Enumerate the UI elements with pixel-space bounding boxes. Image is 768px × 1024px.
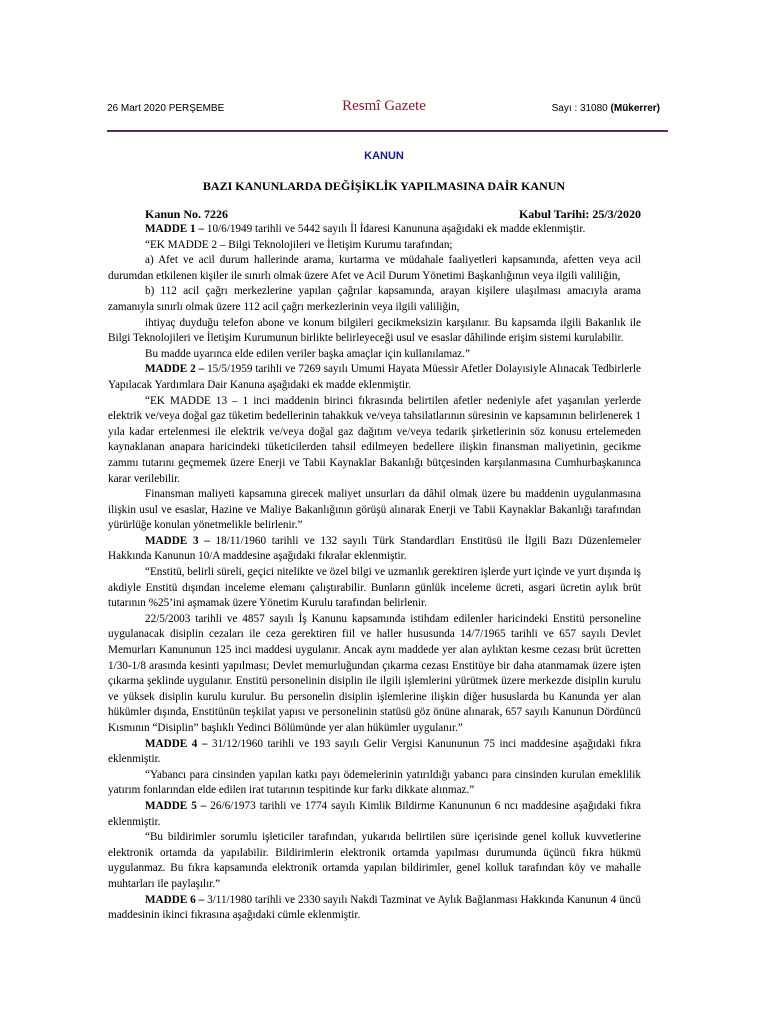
header-divider: [107, 130, 668, 132]
paragraph-text: 10/6/1949 tarihli ve 5442 sayılı İl İdaresi Kanununa aşağıdaki ek madde eklenmiştir.: [204, 223, 586, 235]
paragraph: [108, 238, 641, 254]
paragraph: [108, 487, 641, 534]
paragraph: [108, 799, 641, 830]
article-label: MADDE 3 –: [145, 534, 210, 547]
paragraph: [108, 768, 641, 799]
article-label: MADDE 2 –: [145, 363, 205, 376]
paragraph-text: “Bu bildirimler sorumlu işleticiler tarafından, yukarıda belirtilen süre içerisinde genel kolluk kuvvetlerine elektronik ortamda da yapılabilir. Bildirimlerin elektronik ortamda yapılması durumunda üçüncü fıkra hükmü uygulanmaz. Bu fıkra kapsamında elektronik ortamda yapılan bildirimler, genel kolluk tarafından köy ve mahalle muhtarları ile paylaşılır.”: [108, 831, 641, 890]
paragraph-text: “EK MADDE 2 – Bilgi Teknolojileri ve İletişim Kurumu tarafından;: [145, 238, 453, 251]
paragraph-text: a) Afet ve acil durum hallerinde arama, kurtarma ve müdahale faaliyetleri kapsamında, afetten veya acil durumdan etkilenen kişiler ile sınırlı olmak üzere Afet ve Acil Durum Yönetimi Başkanlığının veya ilgili valiliğin,: [108, 254, 641, 282]
law-body: [108, 222, 641, 924]
paragraph: [108, 893, 641, 924]
article-label: MADDE 6 –: [145, 893, 205, 906]
issue-date: 26 Mart 2020 PERŞEMBE: [107, 103, 225, 114]
law-number: Kanun No. 7226: [145, 207, 229, 221]
paragraph-text: b) 112 acil çağrı merkezlerine yapılan çağrılar kapsamında, arayan kişilere ulaşılması amacıyla arama zamanıyla sınırlı olmak üzere 112 acil çağrı merkezlerinin veya ilgili valiliğin,: [108, 285, 641, 313]
paragraph-text: 26/6/1973 tarihli ve 1774 sayılı Kimlik Bildirme Kanununun 6 ncı maddesine aşağıdaki fıkra eklenmiştir.: [108, 799, 641, 828]
law-title: BAZI KANUNLARDA DEĞİŞİKLİK YAPILMASINA DAİR KANUN: [202, 179, 566, 193]
paragraph-text: Finansman maliyeti kapsamına girecek maliyet unsurları da dâhil olmak üzere bu maddenin uygulanmasına ilişkin usul ve esaslar, Hazine ve Maliye Bakanlığının görüşü alınarak Enerji ve Tabii Kaynaklar Bakanlığı tarafından yürürlüğe konulan yönetmelikle belirlenir.”: [108, 488, 641, 532]
paragraph-text: 31/12/1960 tarihli ve 193 sayılı Gelir Vergisi Kanununun 75 inci maddesine aşağıdaki fıkra eklenmiştir.: [108, 737, 641, 766]
paragraph-text: Bu madde uyarınca elde edilen veriler başka amaçlar için kullanılamaz.”: [145, 347, 470, 360]
paragraph-text: ihtiyaç duyduğu telefon abone ve konum bilgileri gecikmeksizin karşılanır. Bu kapsamda ilgili Bakanlık ile Bilgi Teknolojileri ve İletişim Kurumunun birlikte belirleyeceği usul ve esaslar dâhilinde erişim sistemi kurulabilir.: [108, 316, 641, 345]
issue-number-label: Sayı : 31080: [551, 103, 608, 114]
issue-number-extra: (Mükerrer): [610, 103, 660, 114]
paragraph: [108, 316, 641, 347]
article-label: MADDE 1 –: [145, 223, 205, 235]
paragraph: [108, 394, 641, 488]
issue-number: [552, 103, 660, 114]
article-label: MADDE 4 –: [145, 737, 208, 750]
paragraph-text: 15/5/1959 tarihli ve 7269 sayılı Umumi Hayata Müessir Afetler Dolayısiyle Alınacak Tedbirlerle Yapılacak Yardımlara Dair Kanuna aşağıdaki ek madde eklenmiştir.: [108, 363, 641, 391]
paragraph: [108, 737, 641, 768]
paragraph: [108, 284, 641, 315]
paragraph-text: 22/5/2003 tarihli ve 4857 sayılı İş Kanunu kapsamında istihdam edilenler haricindeki Enstitü personeline uygulanacak disiplin cezaları ile ceza gerektiren fiil ve haller hususunda 14/7/1965 tarihli ve 657 sayılı Devlet Memurları Kanununun 125 inci maddesi uygulanır. Ancak aynı maddede yer alan aylıktan kesme cezası brüt ücretten 1/30-1/8 arasında kesinti yapılması; Devlet memurluğundan çıkarma cezası Enstitüye bir daha atanmamak üzere işten çıkarma şeklinde uygulanır. Enstitü personelinin disiplin ile ilgili işlemlerini yürütmek üzere merkezde disiplin kurulu ve yüksek disiplin kurulu kurulur. Bu personelin disiplin işlemlerine ilişkin diğer hususlarda bu Kanunda yer alan hükümler dışında, Enstitünün teşkilat yapısı ve personelinin statüsü göz önüne alınarak, 657 sayılı Kanunun Dördüncü Kısmının “Disiplin” başlıklı Yedinci Bölümünde yer alan hükümler uygulanır.”: [108, 612, 641, 734]
paragraph: [108, 565, 641, 612]
paragraph-text: 18/11/1960 tarihli ve 132 sayılı Türk Standardları Enstitüsü ile İlgili Bazı Düzenlemeler Hakkında Kanunun 10/A maddesine aşağıdaki fıkralar eklenmiştir.: [108, 534, 641, 563]
gazette-title: Resmî Gazete: [342, 98, 426, 114]
paragraph: [108, 362, 641, 393]
article-label: MADDE 5 –: [145, 799, 207, 812]
paragraph-text: “Yabancı para cinsinden yapılan katkı payı ödemelerinin yatırıldığı yabancı para cinsinden kurulan emeklilik yatırım fonlarından elde edilen irat tutarının tespitinde kur farkı dikkate alınmaz.”: [108, 768, 641, 797]
paragraph-text: “Enstitü, belirli süreli, geçici nitelikte ve özel bilgi ve uzmanlık gerektiren işlerde yurt içinde ve yurt dışında iş akdiyle Enstitü dışından inceleme elemanı çalıştırabilir. Bunların günlük inceleme ücreti, asgari ücretin aylık brüt tutarının %25’ini aşmamak üzere Yönetim Kurulu tarafından belirlenir.: [108, 566, 641, 610]
paragraph: [108, 830, 641, 892]
acceptance-date: Kabul Tarihi: 25/3/2020: [518, 207, 641, 221]
paragraph: [108, 347, 641, 363]
paragraph: [108, 222, 641, 238]
paragraph-text: 3/11/1980 tarihli ve 2330 sayılı Nakdi Tazminat ve Aylık Bağlanması Hakkında Kanunun 4 üncü maddesinin ikinci fıkrasına aşağıdaki cümle eklenmiştir.: [108, 893, 641, 922]
paragraph: [108, 612, 641, 737]
paragraph: [108, 253, 641, 284]
paragraph: [108, 534, 641, 565]
paragraph-text: “EK MADDE 13 – 1 inci maddenin birinci fıkrasında belirtilen afetler nedeniyle afet yaşanılan yerlerde elektrik ve/veya doğal gaz tüketim bedellerinin tahakkuk ve/veya tahsilatlarının süresinin ve kapsamının belirlenerek 1 yıla kadar ertelenmesi ile elektrik ve/veya doğal gaz dağıtım ve/veya tedarik şirketlerinin söz konusu ertelemeden kaynaklanan anapara haricindeki tüketicilerden tahsil edilmeyen bedellere ilişkin finansman maliyetinin, gecikme zammı tutarını geçmemek üzere Enerji ve Tabii Kaynaklar Bakanlığı bütçesinden karşılanmasına Cumhurbaşkanınca karar verilebilir.: [108, 394, 641, 485]
section-heading: KANUN: [364, 150, 404, 162]
